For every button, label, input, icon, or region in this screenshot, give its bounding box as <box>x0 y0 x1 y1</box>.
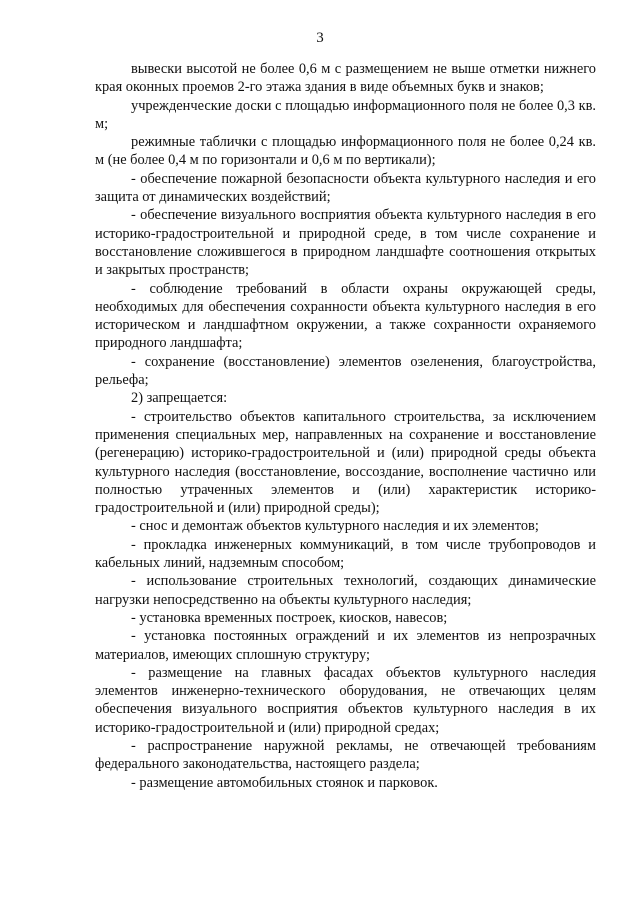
paragraph-utilities: - прокладка инженерных коммуникаций, в том числе трубопроводов и кабельных линий, надземным способом; <box>95 536 596 572</box>
paragraph-visual-perception: - обеспечение визуального восприятия объекта культурного наследия в его историко-градостроительной и природной среде, в том числе сохранение и восстановление сложившегося в природном ландшафте соотношения открытых и закрытых пространств; <box>95 207 596 279</box>
document-body <box>95 60 596 792</box>
paragraph-fire-safety: - обеспечение пожарной безопасности объекта культурного наследия и его защита от динамических воздействий; <box>95 170 596 206</box>
page-number: 3 <box>316 30 324 46</box>
paragraph-construction-technologies: - использование строительных технологий, создающих динамические нагрузки непосредственно на объекты культурного наследия; <box>95 573 596 608</box>
paragraph-capital-construction: - строительство объектов капитального строительства, за исключением применения специальных мер, направленных на сохранение и восстановление (регенерацию) историко-градостроительной и (или) природной среды объекта культурного наследия (восстановление, воссоздание, восполнение частично или полностью утраченных элементов и (или) характеристик историко-градостроительной и (или) природной среды); <box>95 408 596 517</box>
paragraph-advertising: - распространение наружной рекламы, не отвечающей требованиям федерального законодательства, настоящего раздела; <box>95 737 596 773</box>
paragraph-fences: - установка постоянных ограждений и их элементов из непрозрачных материалов, имеющих сплошную структуру; <box>95 628 596 663</box>
paragraph-demolition: - снос и демонтаж объектов культурного наследия и их элементов; <box>131 518 539 535</box>
paragraph-signboards: вывески высотой не более 0,6 м с размещением не выше отметки нижнего края оконных проемов 2-го этажа здания в виде объемных букв и знаков; <box>95 61 596 96</box>
paragraph-regime-plates: режимные таблички с площадью информационного поля не более 0,24 кв. м (не более 0,4 м по горизонтали и 0,6 м по вертикали); <box>95 134 596 169</box>
paragraph-institutional-boards: учрежденческие доски с площадью информационного поля не более 0,3 кв. м; <box>95 97 596 132</box>
paragraph-facade-equipment: - размещение на главных фасадах объектов культурного наследия элементов инженерно-технического оборудования, не отвечающих целям обеспечения визуального восприятия объектов культурного наследия в их историко-градостроительной и (или) природной средах; <box>95 664 596 736</box>
paragraph-landscaping: - сохранение (восстановление) элементов озеленения, благоустройства, рельефа; <box>95 353 596 389</box>
paragraph-prohibited-heading: 2) запрещается: <box>131 390 228 407</box>
paragraph-temporary-buildings: - установка временных построек, киосков, навесов; <box>131 609 448 626</box>
paragraph-environment-protection: - соблюдение требований в области охраны окружающей среды, необходимых для обеспечения сохранности объекта культурного наследия в его историческом и ландшафтном окружении, а также сохранности охраняемого природного ландшафта; <box>95 280 596 352</box>
paragraph-parking: - размещение автомобильных стоянок и парковок. <box>131 774 438 791</box>
